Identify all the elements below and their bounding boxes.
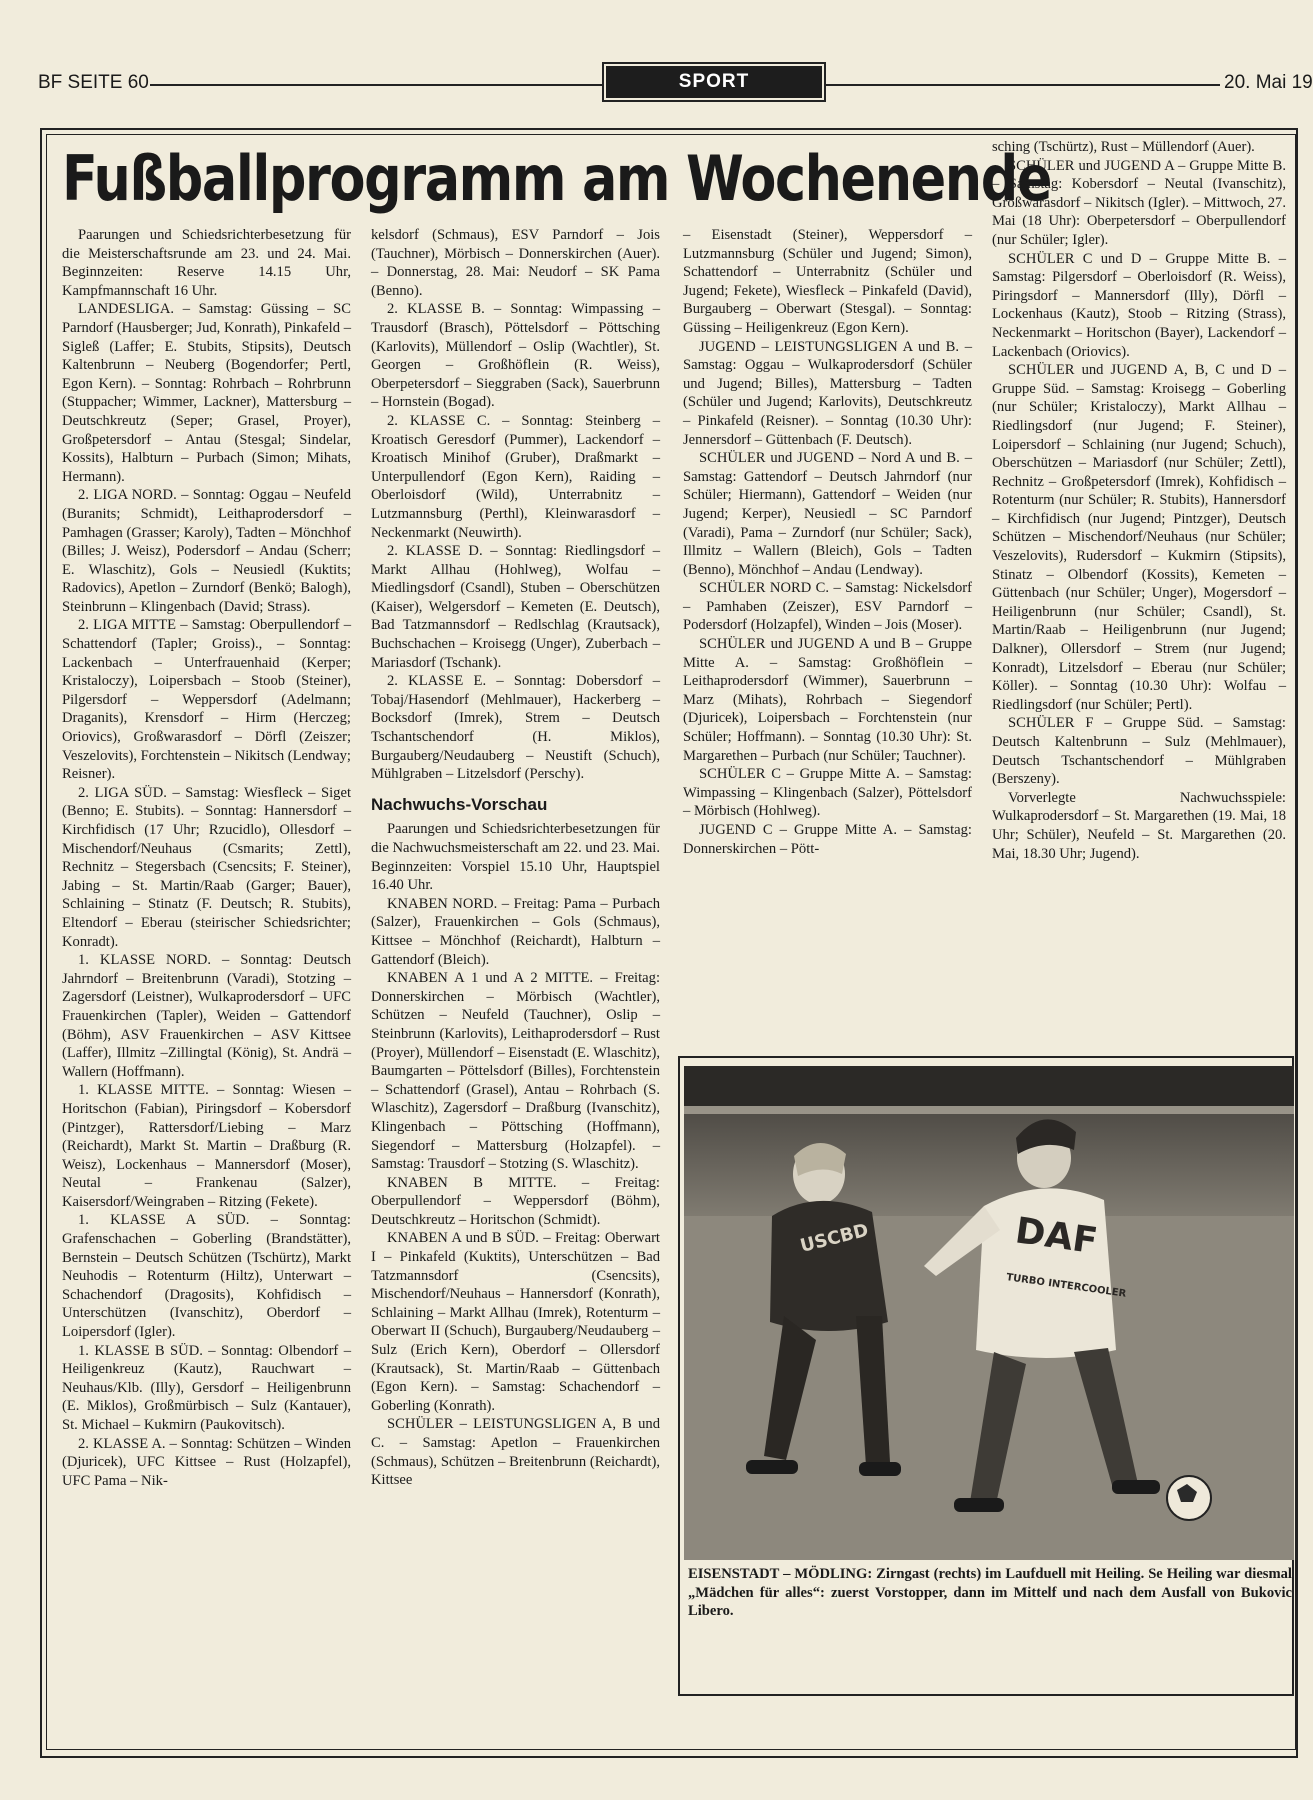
paragraph: KNABEN B MITTE. – Freitag: Oberpullendorf – Weppersdorf (Böhm), Deutschkreutz – Horitschon (Schmidt). (371, 1174, 660, 1228)
paragraph: SCHÜLER und JUGEND A, B, C und D – Gruppe Süd. – Samstag: Kroisegg – Goberling (nur Schüler; Kristaloczy), Markt Allhau – Riedlingsdorf (nur Jugend; F. Steiner), Loipersdorf – Schlaining (nur Jugend; Schuch), Oberschützen – Mariasdorf (nur Schüler; Zettl), Rechnitz – Großpetersdorf (Imrek), Kohfidisch – Rotenturm (nur Schüler; R. Stubits), Hannersdorf – Kirchfidisch (nur Jugend; Pintzger), Deutsch Schützen – Mischendorf/Neuhaus (nur Schüler; Veszelovits), Rudersdorf – Kukmirn (Stipsits), Stinatz – Olbendorf (Kossits), Kemeten – Güttenbach (nur Schüler; Unger), Mogersdorf – Heiligenbrunn (nur Schüler; Csandl), St. Martin/Raab – Heiligenbrunn (nur Jugend; Dalkner), Ollersdorf – Strem (nur Jugend; Konradt), Litzelsdorf – Eberau (nur Schüler; Köller). – Sonntag (10.30 Uhr): Wolfau – Riedlingsdorf (nur Schüler; Pertl). (992, 362, 1286, 713)
paragraph: 1. KLASSE NORD. – Sonntag: Deutsch Jahrndorf – Breitenbrunn (Varadi), Stotzing – Zagersdorf (Leistner), Wulkaprodersdorf – UFC Frauenkirchen (Tapler), Weiden – Gattendorf (Böhm), ASV Frauenkirchen – ASV Kittsee (Laffer), Illmitz –Zillingtal (König), St. Andrä – Wallern (Hoffmann). (62, 952, 351, 1080)
column-2-body (371, 226, 660, 784)
photo-caption (688, 1565, 1292, 1621)
paragraph: 2. KLASSE E. – Sonntag: Dobersdorf – Tobaj/Hasendorf (Mehlmauer), Hackerberg – Bocksdorf (Imrek), Strem – Deutsch Tschantschendorf (H. Miklos), Burgauberg/Neudauberg – Neustift (Schuch), Mühlgraben – Litzelsdorf (Perschy). (371, 673, 660, 783)
paragraph: KNABEN A und B SÜD. – Freitag: Oberwart I – Pinkafeld (Kuktits), Unterschützen – Bad Tatzmannsdorf (Csencsits), Mischendorf/Neuhaus – Hannersdorf (Konrath), Schlaining – Markt Allhau (Imrek), Rotenturm – Oberwart II (Schuch), Burgauberg/Neudauberg – Sulz (Erich Kern), Oberdorf – Ollersdorf (Krautsack), St. Martin/Raab – Güttenbach (Egon Kern). – Samstag: Schachendorf – Goberling (Konrath). (371, 1230, 660, 1414)
svg-text:USCBD: USCBD (798, 1219, 871, 1257)
paragraph: kelsdorf (Schmaus), ESV Parndorf – Jois (Tauchner), Mörbisch – Donnerskirchen (Auer). – Donnerstag, 28. Mai: Neudorf – SK Pama (Benno). (371, 227, 660, 299)
match-photo (684, 1066, 1294, 1560)
jersey-sponsor-text: TURBO INTERCOOLER (1005, 1272, 1127, 1300)
nachwuchs-title: Nachwuchs-Vorschau (371, 794, 548, 814)
football-photo-illustration (684, 1066, 1294, 1560)
paragraph: KNABEN A 1 und A 2 MITTE. – Freitag: Donnerskirchen – Mörbisch (Wachtler), Schützen – Neufeld (Tauchner), Oslip – Steinbrunn (Karlovits), Leithaprodersdorf – Rust (Proyer), Müllendorf – Eisenstadt (E. Wlaschitz), Baumgarten – Pöttelsdorf (Billes), Forchtenstein – Schattendorf (Grasel), Antau – Rohrbach (S. Wlaschitz), Zagersdorf – Draßburg (Ivanschitz), Klingenbach – Pöttsching (Hoffmann), Siegendorf – Mattersburg (Holzapfel). – Samstag: Trausdorf – Stotzing (S. Wlaschitz). (371, 970, 660, 1173)
paragraph: Paarungen und Schiedsrichterbesetzung für die Meisterschaftsrunde am 23. und 24. Mai. Beginnzeiten: Reserve 14.15 Uhr, Kampfmannschaft 16 Uhr. (62, 227, 351, 299)
paragraph: 1. KLASSE B SÜD. – Sonntag: Olbendorf – Heiligenkreuz (Kautz), Rauchwart – Neuhaus/Klb. (Illy), Gersdorf – Heiligenbrunn (E. Miklos), Großmürbisch – Sulz (Kantauer), St. Michael – Kukmirn (Paukovitsch). (62, 1342, 351, 1433)
paragraph: SCHÜLER C – Gruppe Mitte A. – Samstag: Wimpassing – Klingenbach (Salzer), Pöttelsdorf – Mörbisch (Hohlweg). (683, 766, 972, 820)
paragraph: SCHÜLER und JUGEND – Nord A und B. – Samstag: Gattendorf – Deutsch Jahrndorf (nur Schüler; Hiermann), Gattendorf – Weiden (nur Jugend; Kerper), Neusiedl – SC Parndorf (Varadi), Pama – Zurndorf (nur Schüler; Sack), Illmitz – Wallern (Bleich), Gols – Tadten (Benno), Mönchhof – Andau (Lendway). (683, 450, 972, 578)
issue-date: 20. Mai 19 (1224, 72, 1313, 93)
paragraph: 2. KLASSE D. – Sonntag: Riedlingsdorf – Markt Allhau (Hohlweg), Wolfau – Miedlingsdorf (Csandl), Stuben – Oberschützen (Kaiser), Welgersdorf – Kemeten (E. Deutsch), Bad Tatzmannsdorf – Redlschlag (Krautsack), Buchschachen – Kroisegg (Unger), Zuberbach – Mariasdorf (Tschank). (371, 543, 660, 671)
column-2 (371, 226, 660, 1490)
column-4 (992, 138, 1286, 863)
jersey-text: DAF (1012, 1210, 1100, 1263)
paragraph: SCHÜLER – LEISTUNGSLIGEN A, B und C. – Samstag: Apetlon – Frauenkirchen (Schmaus), Schützen – Breitenbrunn (Reichardt), Kittsee (371, 1416, 660, 1489)
paragraph: SCHÜLER NORD C. – Samstag: Nickelsdorf – Pamhaben (Zeiszer), ESV Parndorf – Podersdorf (Holzapfel), Winden – Jois (Moser). (683, 580, 972, 634)
section-label: SPORT (606, 66, 822, 98)
paragraph: 2. LIGA MITTE – Samstag: Oberpullendorf – Schattendorf (Tapler; Groiss)., – Sonntag: Lackenbach – Unterfrauenhaid (Kerper; Kristaloczy), Loipersbach – Stoob (Steiner), Pilgersdorf – Weppersdorf (Adelmann; Draganits), Krensdorf – Hirm (Herczeg; Oriovics), Großwarasdorf – Dörfl (Zeiszer; Veszelovits), Forchtenstein – Nikitsch (Lendway; Reisner). (62, 617, 351, 783)
nachwuchs-body (371, 820, 660, 1489)
column-3 (683, 226, 972, 858)
headline: Fußballprogramm am Wochenende (62, 142, 1052, 215)
column-1 (62, 226, 351, 1490)
paragraph: 1. KLASSE A SÜD. – Sonntag: Grafenschachen – Goberling (Brandstätter), Bernstein – Deutsch Schützen (Tschürtz), Markt Neuhodis – Rotenturm (Hiltz), Unterwart – Schachendorf (Dragosits), Kohfidisch – Unterschützen (Ivanschitz), Oberdorf – Loipersdorf (Igler). (62, 1212, 351, 1341)
paragraph: JUGEND – LEISTUNGSLIGEN A und B. – Samstag: Oggau – Wulkaprodersdorf (Schüler und Jugend; Billes), Mattersburg – Tadten (Schüler und Jugend; Karlovits), Deutschkreutz – Pinkafeld (Reisner). – Sonntag (10.30 Uhr): Jennersdorf – Güttenbach (F. Deutsch). (683, 338, 972, 448)
paragraph: SCHÜLER und JUGEND A und B – Gruppe Mitte A. – Samstag: Großhöflein – Leithaprodersdorf (Wimmer), Sauerbrunn – Marz (Mihats), Rohrbach – Siegendorf (Djuricek), Loipersbach – Forchtenstein (nur Schüler; Hoffmann). – Sonntag (10.30 Uhr): St. Margarethen – Purbach (nur Schüler; Tauchner). (683, 636, 972, 764)
paragraph: 2. KLASSE C. – Sonntag: Steinberg – Kroatisch Geresdorf (Pummer), Lackendorf – Kroatisch Minihof (Gruber), Draßmarkt – Unterpullendorf (Egon Kern), Raiding – Oberloisdorf (Wild), Unterrabnitz – Lutzmannsburg (Perthl), Kleinwarasdorf – Neckenmarkt (Neuwirth). (371, 412, 660, 541)
paragraph: 2. KLASSE A. – Sonntag: Schützen – Winden (Djuricek), UFC Kittsee – Rust (Holzapfel), UFC Pama – Nik- (62, 1435, 351, 1489)
paragraph: 2. LIGA SÜD. – Samstag: Wiesfleck – Siget (Benno; E. Stubits). – Sonntag: Hannersdorf – Kirchfidisch (17 Uhr; Rzucidlo), Ollesdorf – Mischendorf/Neuhaus (Csmarits; Zettl), Rechnitz – Stegersbach (Csencsits; F. Steiner), Jabing – St. Martin/Raab (Garger; Bauer), Schlaining – Stinatz (F. Deutsch; R. Stubits), Eltendorf – Eberau (steirischer Schiedsrichter; Konradt). (62, 784, 351, 950)
paragraph: Paarungen und Schiedsrichterbesetzungen für die Nachwuchsmeisterschaft am 22. und 23. Mai. Beginnzeiten: Vorspiel 15.10 Uhr, Hauptspiel 16.40 Uhr. (371, 821, 660, 894)
paragraph: 2. LIGA NORD. – Sonntag: Oggau – Neufeld (Buranits; Schmidt), Leithaprodersdorf – Pamhagen (Grasser; Karoly), Tadten – Mönchhof (Billes; J. Weisz), Podersdorf – Andau (Scherr; E. Wlaschitz), Gols – Neusiedl (Kuktits; Radovics), Apetlon – Zurndorf (Benkö; Balogh), Steinbrunn – Klingenbach (David; Strass). (62, 487, 351, 615)
paragraph: SCHÜLER und JUGEND A – Gruppe Mitte B. – Samstag: Kobersdorf – Neutal (Ivanschitz), Großwarasdorf – Nikitsch (Igler). – Mittwoch, 27. Mai (18 Uhr): Oberpetersdorf – Oberpullendorf (nur Schüler; Igler). (992, 157, 1286, 248)
paragraph: sching (Tschürtz), Rust – Müllendorf (Auer). (992, 139, 1255, 155)
paragraph: – Eisenstadt (Steiner), Weppersdorf – Lutzmannsburg (Schüler und Jugend; Simon), Schattendorf – Unterrabnitz (Schüler und Jugend; Fekete), Wiesfleck – Pinkafeld (David), Burgauberg – Oberwart (Stesgal). – Sonntag: Güssing – Heiligenkreuz (Egon Kern). (683, 227, 972, 336)
photo-caption-text: EISENSTADT – MÖDLING: Zirngast (rechts) im Laufduell mit Heiling. Se Heiling war diesmal „Mädchen für alles“: zuerst Vorstopper, dann im Mittelf und nach dem Ausfall von Bukovic Libero. (688, 1566, 1292, 1620)
header-rule-right (824, 84, 1220, 86)
paragraph: KNABEN NORD. – Freitag: Pama – Purbach (Salzer), Frauenkirchen – Gols (Schmaus), Kittsee – Mönchhof (Reichardt), Halbturn – Gattendorf (Bleich). (371, 895, 660, 968)
paragraph: SCHÜLER C und D – Gruppe Mitte B. – Samstag: Pilgersdorf – Oberloisdorf (R. Weiss), Piringsdorf – Mannersdorf (Illy), Dörfl – Lockenhaus (Kautz), Stoob – Ritzing (Strass), Neckenmarkt – Horitschon (Bayer), Lackendorf – Lackenbach (Oriovics). (992, 250, 1286, 360)
paragraph: LANDESLIGA. – Samstag: Güssing – SC Parndorf (Hausberger; Jud, Konrath), Pinkafeld – Sigleß (Laffer; E. Stubits, Stipsits), Deutsch Kaltenbrunn – Neuberg (Bogendorfer; Pertl, Egon Kern). – Sonntag: Rohrbach – Rohrbrunn (Stuppacher; Wimmer, Lackner), Mattersburg – Deutschkreutz (Seper; Grasel, Proyer), Großpetersdorf – Antau (Stesgal; Sindelar, Kossits), Halbturn – Purbach (Simon; Mihats, Hermann). (62, 301, 351, 485)
page-header (38, 66, 1313, 96)
paragraph: JUGEND C – Gruppe Mitte A. – Samstag: Donnerskirchen – Pött- (683, 822, 972, 857)
paragraph: Vorverlegte Nachwuchsspiele: Wulkaprodersdorf – St. Margarethen (19. Mai, 18 Uhr; Schüler), Neufeld – St. Margarethen (20. Mai, 18.30 Uhr; Jugend). (992, 789, 1286, 862)
header-rule-left (150, 84, 602, 86)
paragraph: 2. KLASSE B. – Sonntag: Wimpassing – Trausdorf (Brasch), Pöttelsdorf – Pöttsching (Karlovits), Müllendorf – Oslip (Wachtler), St. Georgen – Großhöflein (R. Weiss), Oberpetersdorf – Sieggraben (Sack), Sauerbrunn – Hornstein (Bogad). (371, 301, 660, 411)
paragraph: SCHÜLER F – Gruppe Süd. – Samstag: Deutsch Kaltenbrunn – Sulz (Mehlmauer), Deutsch Tschantschendorf – Mühlgraben (Berszeny). (992, 715, 1286, 788)
page-label: BF SEITE 60 (38, 72, 149, 93)
paragraph: 1. KLASSE MITTE. – Sonntag: Wiesen – Horitschon (Fabian), Piringsdorf – Kobersdorf (Pintzger), Rattersdorf/Liebing – Marz (Reichardt), Markt St. Martin – Draßburg (R. Weisz), Lockenhaus – Mannersdorf (Moser), Neutal – Frankenau (Salzer), Kaisersdorf/Weingraben – Ritzing (Fekete). (62, 1082, 351, 1210)
